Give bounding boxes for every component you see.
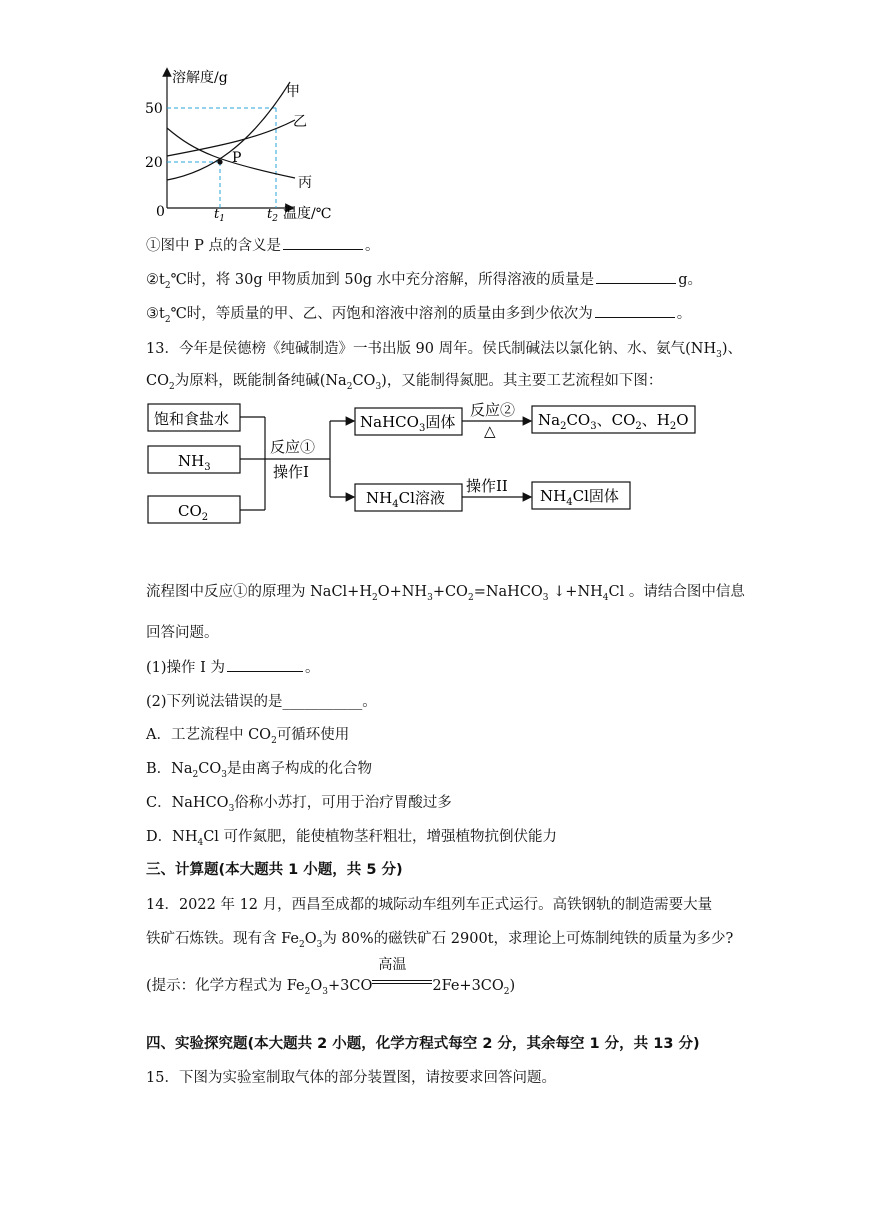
section-heading-3: 三、计算题(本大题共 1 小题，共 5 分) <box>146 862 403 878</box>
q14-hint: (提示：化学方程式为 $Fe_2O_3+3CO$ 高温 $2Fe+3CO_2$) <box>146 957 516 997</box>
curve-jia <box>167 82 290 180</box>
co2-label: $CO_2$ <box>178 502 209 523</box>
answer-blank-solution-mass[interactable] <box>596 269 676 284</box>
reaction2-label: 反应② <box>470 401 516 419</box>
product1-label: $Na_2CO_3$、$CO_2$、$H_2O$ <box>538 411 689 432</box>
y-tick-50: 50 <box>145 101 163 117</box>
reaction1-label: 反应① <box>270 438 316 456</box>
nh3-label: $NH_3$ <box>178 452 211 473</box>
x-axis-label: 温度/℃ <box>283 206 332 222</box>
operation2-label: 操作II <box>466 477 508 495</box>
process-flow-diagram <box>140 396 710 536</box>
brine-label: 饱和食盐水 <box>154 410 230 428</box>
series-label-jia: 甲 <box>286 84 300 100</box>
reaction-condition: 高温 <box>372 974 432 990</box>
nh4cl-solution-label: $NH_4Cl$溶液 <box>366 489 445 510</box>
y-axis-label: 溶解度/g <box>172 70 228 86</box>
x-tick-t2: $t_2$ <box>267 207 278 224</box>
q13-p2: (2)下列说法错误的是___________。 <box>146 694 377 710</box>
solubility-chart <box>140 66 350 226</box>
series-label-bing: 丙 <box>298 175 312 191</box>
q13-p1: (1)操作 I 为 。 <box>146 656 320 677</box>
delta-label: △ <box>484 422 496 440</box>
y-tick-20: 20 <box>145 155 163 171</box>
nh4cl-solid-label: $NH_4Cl$固体 <box>540 487 619 508</box>
answer-blank-operation1[interactable] <box>227 657 303 672</box>
q15-line: 15．下图为实验室制取气体的部分装置图，请按要求回答问题。 <box>146 1070 556 1086</box>
answer-blank-solvent-order[interactable] <box>595 303 675 318</box>
q13-line1: 13．今年是侯德榜《纯碱制造》一书出版 90 周年。侯氏制碱法以氯化钠、水、氨气$(NH_3)$、 <box>146 341 743 360</box>
option-a: A．工艺流程中 $CO_2$可循环使用 <box>146 727 350 746</box>
option-c: C．NaHCO$_3$俗称小苏打，可用于治疗胃酸过多 <box>146 795 452 814</box>
x-tick-t1: $t_1$ <box>214 207 225 224</box>
point-p-label: P <box>232 150 242 166</box>
q12-s1: ①图中 P 点的含义是 。 <box>146 234 379 255</box>
series-label-yi: 乙 <box>293 114 307 130</box>
section-heading-4: 四、实验探究题(本大题共 2 小题，化学方程式每空 2 分，其余每空 1 分，共 13 分) <box>146 1036 700 1052</box>
q12-s3: $③t_2℃$时，等质量的甲、乙、丙饱和溶液中溶剂的质量由多到少依次为 。 <box>146 302 691 325</box>
option-b: B．$Na_2CO_3$是由离子构成的化合物 <box>146 761 372 780</box>
q13-line2: $CO_2$为原料，既能制备纯碱$(Na_2CO_3)$，又能制得氮肥。其主要工艺流程如下图： <box>146 373 663 392</box>
q12-s2: $②t_2℃$时，将 30g 甲物质加到 50g 水中充分溶解，所得溶液的质量是 g。 <box>146 268 702 291</box>
point-p <box>217 159 222 164</box>
q13-principle-line2: 回答问题。 <box>146 625 219 641</box>
nahco3-label: NaHCO$_3$固体 <box>360 413 456 434</box>
q14-line2: 铁矿石炼铁。现有含 $Fe_2O_3$为 80%的磁铁矿石 2900t，求理论上可炼制纯铁的质量为多少? <box>146 931 734 950</box>
answer-blank-p-meaning[interactable] <box>283 235 363 250</box>
origin-label: 0 <box>156 204 165 220</box>
q13-principle: 流程图中反应①的原理为 $NaCl+H_2O+NH_3+CO_2=NaHCO_3$ $↓+NH_4Cl$ 。请结合图中信息 <box>146 584 745 603</box>
q14-line1: 14．2022 年 12 月，西昌至成都的城际动车组列车正式运行。高铁钢轨的制造需要大量 <box>146 897 713 913</box>
option-d: D．$NH_4Cl$ 可作氮肥，能使植物茎秆粗壮，增强植物抗倒伏能力 <box>146 829 558 848</box>
operation1-label: 操作I <box>273 463 309 481</box>
